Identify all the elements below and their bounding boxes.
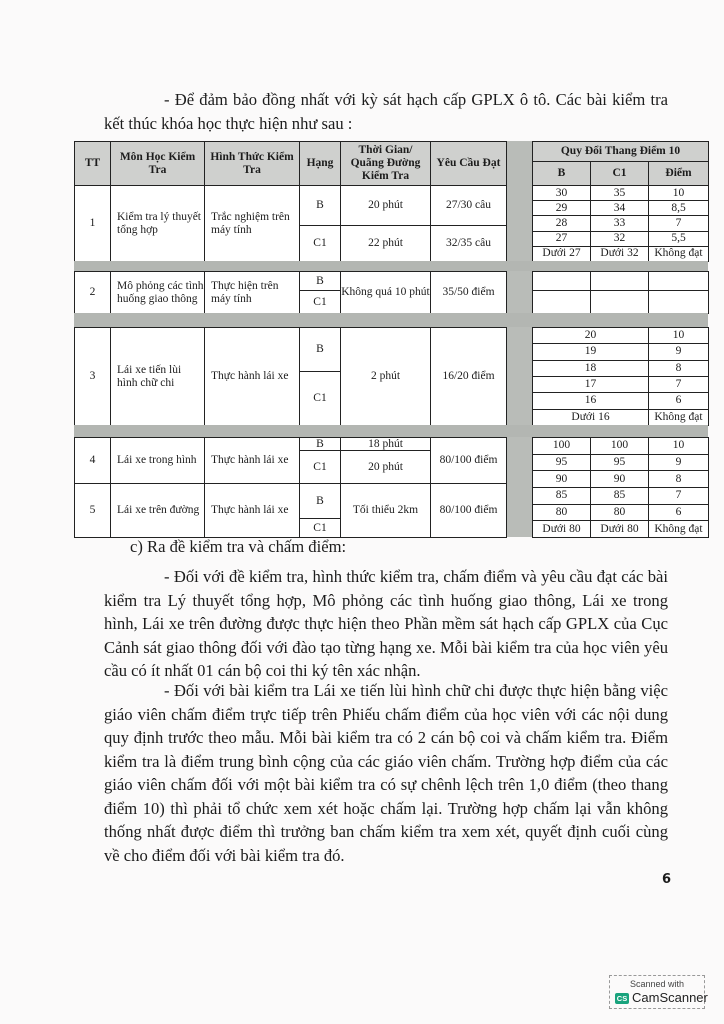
row-4-form: Thực hành lái xe (204, 437, 300, 484)
conversion-cell-empty (590, 271, 649, 291)
row-2-class-b: B (299, 271, 341, 291)
camscanner-watermark (609, 975, 708, 1009)
row-4-class-b: B (299, 437, 341, 451)
row-3-form: Thực hành lái xe (204, 327, 300, 426)
row-4-class-c1: C1 (299, 450, 341, 484)
row-1-time-b: 20 phút (340, 185, 431, 226)
conversion-cell: Dưới 16 (532, 409, 649, 426)
conversion-cell: 85 (532, 487, 591, 505)
conversion-cell: 16 (532, 392, 649, 409)
row-4-time-c1: 20 phút (340, 450, 431, 484)
conversion-cell: 100 (590, 437, 649, 455)
header-class: Hạng (299, 141, 341, 186)
header-tt: TT (74, 141, 111, 186)
intro-paragraph: - Để đảm bảo đồng nhất với kỳ sát hạch cấp GPLX ô tô. Các bài kiểm tra kết thúc khóa học thực hiện như sau : (104, 90, 668, 133)
row-3-time: 2 phút (340, 327, 431, 426)
row-1-class-b: B (299, 185, 341, 226)
conversion-cell: 95 (590, 454, 649, 472)
header-conv-score: Điểm (648, 161, 709, 186)
conversion-cell: Dưới 80 (590, 520, 649, 538)
conversion-cell: 9 (648, 343, 709, 360)
conversion-cell: 30 (532, 185, 591, 201)
conversion-cell: 7 (648, 215, 709, 231)
separator-band (74, 313, 708, 327)
conversion-cell: 6 (648, 392, 709, 409)
conversion-cell: Dưới 32 (590, 246, 649, 262)
row-5-tt: 5 (74, 483, 111, 538)
row-5-class-b: B (299, 483, 341, 519)
row-1-form: Trắc nghiệm trên máy tính (204, 185, 300, 262)
paragraph-1: - Đối với đề kiểm tra, hình thức kiểm tra, chấm điểm và yêu cầu đạt các bài kiểm tra Lý thuyết tổng hợp, Mô phỏng các tình huống giao thông, Lái xe trong hình, Lái xe trên đường được thực hiện theo Phần mềm sát hạch cấp GPLX của Cục Cảnh sát giao thông đối với đào tạo từng hạng xe. Mỗi bài kiểm tra của học viên yêu cầu có ít nhất 01 cán bộ coi thi ký tên xác nhận. (104, 567, 668, 680)
conversion-cell: 5,5 (648, 231, 709, 247)
row-3-class-c1: C1 (299, 371, 341, 426)
conversion-cell: 9 (648, 454, 709, 472)
conversion-cell: 80 (590, 504, 649, 522)
conversion-cell: 29 (532, 200, 591, 216)
conversion-cell: Dưới 80 (532, 520, 591, 538)
conversion-cell-empty (532, 290, 591, 314)
conversion-cell: 95 (532, 454, 591, 472)
header-time: Thời Gian/ Quãng Đường Kiểm Tra (340, 141, 431, 186)
row-1-subject: Kiểm tra lý thuyết tổng hợp (110, 185, 205, 262)
conversion-cell-empty (648, 290, 709, 314)
row-2-subject: Mô phỏng các tình huống giao thông (110, 271, 205, 314)
row-3-class-b: B (299, 327, 341, 372)
conversion-cell: Không đạt (648, 520, 709, 538)
row-2-class-c1: C1 (299, 290, 341, 314)
conversion-cell: 85 (590, 487, 649, 505)
header-conv-b: B (532, 161, 591, 186)
row-5-class-c1: C1 (299, 518, 341, 538)
conversion-cell: Không đạt (648, 409, 709, 426)
conversion-cell: 33 (590, 215, 649, 231)
row-2-tt: 2 (74, 271, 111, 314)
conversion-cell: 6 (648, 504, 709, 522)
row-3-subject: Lái xe tiến lùi hình chữ chi (110, 327, 205, 426)
row-2-req: 35/50 điểm (430, 271, 507, 314)
row-1-tt: 1 (74, 185, 111, 262)
row-5-form: Thực hành lái xe (204, 483, 300, 538)
conversion-cell: 32 (590, 231, 649, 247)
row-1-class-c1: C1 (299, 225, 341, 262)
conversion-cell: 10 (648, 185, 709, 201)
row-4-tt: 4 (74, 437, 111, 484)
conversion-cell: 35 (590, 185, 649, 201)
section-heading-c: c) Ra đề kiểm tra và chấm điểm: (130, 537, 347, 556)
conversion-cell: 8 (648, 360, 709, 377)
separator-band (74, 425, 708, 437)
page-number: 6 (662, 872, 672, 887)
paragraph-2: - Đối với bài kiểm tra Lái xe tiến lùi hình chữ chi được thực hiện bằng việc giáo viên chấm điểm trực tiếp trên Phiếu chấm điểm của học viên với các nội dung quy định trước theo mẫu. Mỗi bài kiểm tra có 2 cán bộ coi và chấm kiểm tra. Điểm kiểm tra là điểm trung bình cộng của các giáo viên chấm. Trường hợp điểm của các giáo viên chấm đối với một bài kiểm tra có sự chênh lệch trên 1,0 điểm (theo thang điểm 10) thì phải tổ chức xem xét hoặc chấm lại. Trường hợp chấm lại vẫn không thống nhất được điểm thì trưởng ban chấm kiểm tra xem xét, quyết định cuối cùng về cho điểm đối với bài kiểm tra đó. (104, 681, 668, 865)
conversion-cell: 7 (648, 487, 709, 505)
separator-band (74, 261, 708, 271)
conversion-cell: 28 (532, 215, 591, 231)
camscanner-logo-icon: CS (616, 994, 628, 1003)
row-4-subject: Lái xe trong hình (110, 437, 205, 484)
conversion-cell: Dưới 27 (532, 246, 591, 262)
row-3-req: 16/20 điểm (430, 327, 507, 426)
conversion-cell: 20 (532, 327, 649, 344)
header-form: Hình Thức Kiểm Tra (204, 141, 300, 186)
conversion-cell: 8,5 (648, 200, 709, 216)
conversion-cell: Không đạt (648, 246, 709, 262)
row-5-time: Tối thiểu 2km (340, 483, 431, 538)
header-conv-c1: C1 (590, 161, 649, 186)
conversion-cell: 27 (532, 231, 591, 247)
conversion-cell: 10 (648, 437, 709, 455)
row-5-subject: Lái xe trên đường (110, 483, 205, 538)
conversion-cell-empty (648, 271, 709, 291)
header-conversion: Quy Đổi Thang Điểm 10 (532, 141, 709, 162)
exam-table (74, 141, 708, 537)
conversion-cell: 90 (590, 470, 649, 488)
conversion-cell: 10 (648, 327, 709, 344)
conversion-cell: 90 (532, 470, 591, 488)
row-3-tt: 3 (74, 327, 111, 426)
row-2-form: Thực hiện trên máy tính (204, 271, 300, 314)
conversion-cell: 17 (532, 376, 649, 393)
header-subject: Môn Học Kiểm Tra (110, 141, 205, 186)
row-1-req-b: 27/30 câu (430, 185, 507, 226)
conversion-cell: 34 (590, 200, 649, 216)
row-4-time-b: 18 phút (340, 437, 431, 451)
watermark-brand: CamScanner (632, 990, 708, 1005)
conversion-cell: 80 (532, 504, 591, 522)
header-requirement: Yêu Cầu Đạt (430, 141, 507, 186)
row-1-req-c1: 32/35 câu (430, 225, 507, 262)
conversion-cell-empty (532, 271, 591, 291)
conversion-cell-empty (590, 290, 649, 314)
row-1-time-c1: 22 phút (340, 225, 431, 262)
row-4-req: 80/100 điểm (430, 437, 507, 484)
row-2-time: Không quá 10 phút (340, 271, 431, 314)
conversion-cell: 100 (532, 437, 591, 455)
conversion-cell: 19 (532, 343, 649, 360)
conversion-cell: 18 (532, 360, 649, 377)
row-5-req: 80/100 điểm (430, 483, 507, 538)
conversion-cell: 8 (648, 470, 709, 488)
watermark-caption: Scanned with (629, 979, 685, 989)
conversion-cell: 7 (648, 376, 709, 393)
